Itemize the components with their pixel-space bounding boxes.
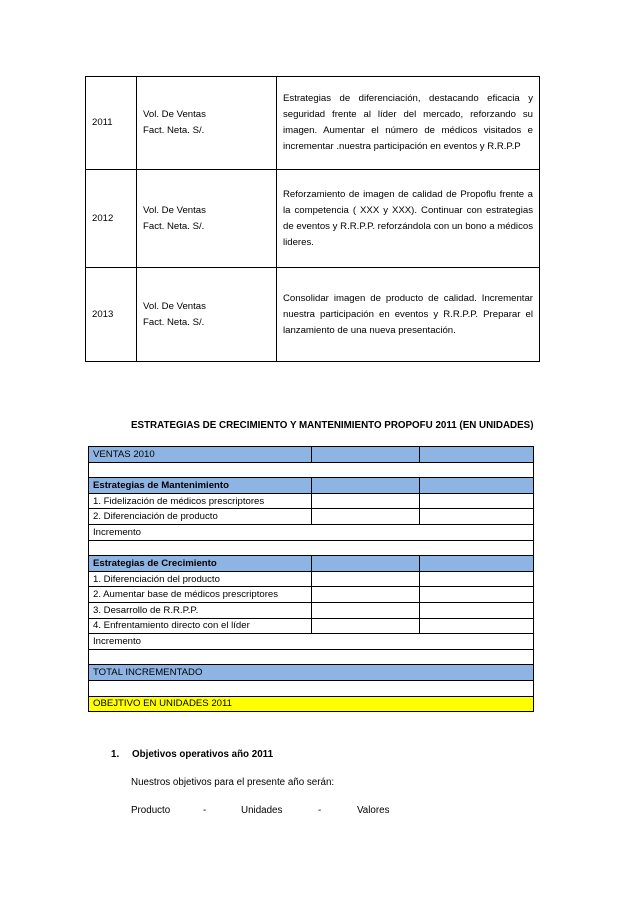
mantenimiento-header-row	[89, 478, 534, 494]
table-row	[86, 77, 540, 170]
table-row	[89, 587, 534, 603]
measure-line: Fact. Neta. S/.	[143, 125, 205, 136]
section-number: 1.	[111, 749, 120, 760]
table-row	[86, 170, 540, 268]
empty-cell	[89, 680, 534, 696]
measure-line: Vol. De Ventas	[143, 204, 206, 216]
col-valores: Valores	[357, 805, 390, 816]
strategy-item: 1. Diferenciación del producto	[89, 571, 312, 587]
crecimiento-title: Estrategias de Crecimiento	[89, 556, 312, 572]
col-unidades: Unidades	[241, 805, 283, 816]
empty-cell	[312, 447, 420, 463]
table-row	[89, 634, 534, 650]
ventas-label: VENTAS 2010	[89, 447, 312, 463]
empty-cell	[312, 478, 420, 494]
measure-cell	[137, 77, 277, 170]
growth-strategies-table	[88, 446, 534, 712]
separator: -	[318, 805, 322, 816]
empty-cell	[312, 587, 420, 603]
strategy-item: 4. Enfrentamiento directo con el líder	[89, 618, 312, 634]
table-row	[86, 268, 540, 362]
empty-cell	[89, 540, 534, 556]
measure-line: Fact. Neta. S/.	[143, 316, 205, 328]
measure-line: Vol. De Ventas	[143, 109, 206, 120]
measure-line: Fact. Neta. S/.	[143, 220, 205, 232]
measure-line: Vol. De Ventas	[143, 300, 206, 312]
strategy-item: 3. Desarrollo de R.R.P.P.	[89, 602, 312, 618]
empty-cell	[312, 618, 420, 634]
strategy-description: Consolidar imagen de producto de calidad. Incrementar nuestra participación en eventos y R.R.P.P. Preparar el lanzamiento de una nueva presentación.	[277, 268, 540, 362]
empty-cell	[420, 618, 534, 634]
measure-cell	[137, 268, 277, 362]
total-label: TOTAL INCREMENTADO	[89, 665, 534, 681]
strategy-description: Reforzamiento de imagen de calidad de Propoflu frente a la competencia ( XXX y XXX). Continuar con estrategias de eventos y R.R.P.P. reforzándola con un bono a médicos lideres.	[277, 170, 540, 268]
empty-cell	[312, 571, 420, 587]
intro-paragraph: Nuestros objetivos para el presente año serán:	[131, 777, 335, 788]
empty-cell	[420, 602, 534, 618]
empty-cell	[89, 649, 534, 665]
objetivo-label: OBEJTIVO EN UNIDADES 2011	[89, 696, 534, 712]
spacer-row	[89, 680, 534, 696]
empty-cell	[89, 462, 534, 478]
empty-cell	[420, 447, 534, 463]
separator: -	[203, 805, 207, 816]
empty-cell	[420, 509, 534, 525]
col-producto: Producto	[131, 805, 171, 816]
total-row	[89, 665, 534, 681]
empty-cell	[420, 493, 534, 509]
strategy-item: 1. Fidelización de médicos prescriptores	[89, 493, 312, 509]
crecimiento-header-row	[89, 556, 534, 572]
strategy-item: 2. Aumentar base de médicos prescriptores	[89, 587, 312, 603]
incremento-label: Incremento	[89, 634, 534, 650]
spacer-row	[89, 649, 534, 665]
table-row	[89, 618, 534, 634]
mantenimiento-title: Estrategias de Mantenimiento	[89, 478, 312, 494]
year-cell: 2013	[86, 268, 137, 362]
empty-cell	[312, 556, 420, 572]
section-title-text: Objetivos operativos año 2011	[132, 749, 274, 760]
measure-cell	[137, 170, 277, 268]
table-row	[89, 493, 534, 509]
growth-table-heading: ESTRATEGIAS DE CRECIMIENTO Y MANTENIMIENTO PROPOFU 2011 (EN UNIDADES)	[131, 420, 534, 431]
empty-cell	[312, 602, 420, 618]
table-row	[89, 509, 534, 525]
table-row	[89, 571, 534, 587]
strategy-description: Estrategias de diferenciación, destacando eficacia y seguridad frente al líder del mercado, reforzando su imagen. Aumentar el número de médicos visitados e incrementar .nuestra participación en eventos y R.R.P.P	[277, 77, 540, 170]
empty-cell	[312, 509, 420, 525]
empty-cell	[420, 587, 534, 603]
objetivo-row	[89, 696, 534, 712]
table-row	[89, 524, 534, 540]
year-cell: 2011	[86, 77, 137, 170]
spacer-row	[89, 540, 534, 556]
ventas-row	[89, 447, 534, 463]
section-title	[111, 749, 273, 760]
empty-cell	[420, 571, 534, 587]
empty-cell	[312, 493, 420, 509]
strategy-item: 2. Diferenciación de producto	[89, 509, 312, 525]
strategy-years-table	[85, 76, 540, 362]
table-row	[89, 602, 534, 618]
empty-cell	[420, 478, 534, 494]
year-cell: 2012	[86, 170, 137, 268]
empty-cell	[420, 556, 534, 572]
incremento-label: Incremento	[89, 524, 534, 540]
spacer-row	[89, 462, 534, 478]
